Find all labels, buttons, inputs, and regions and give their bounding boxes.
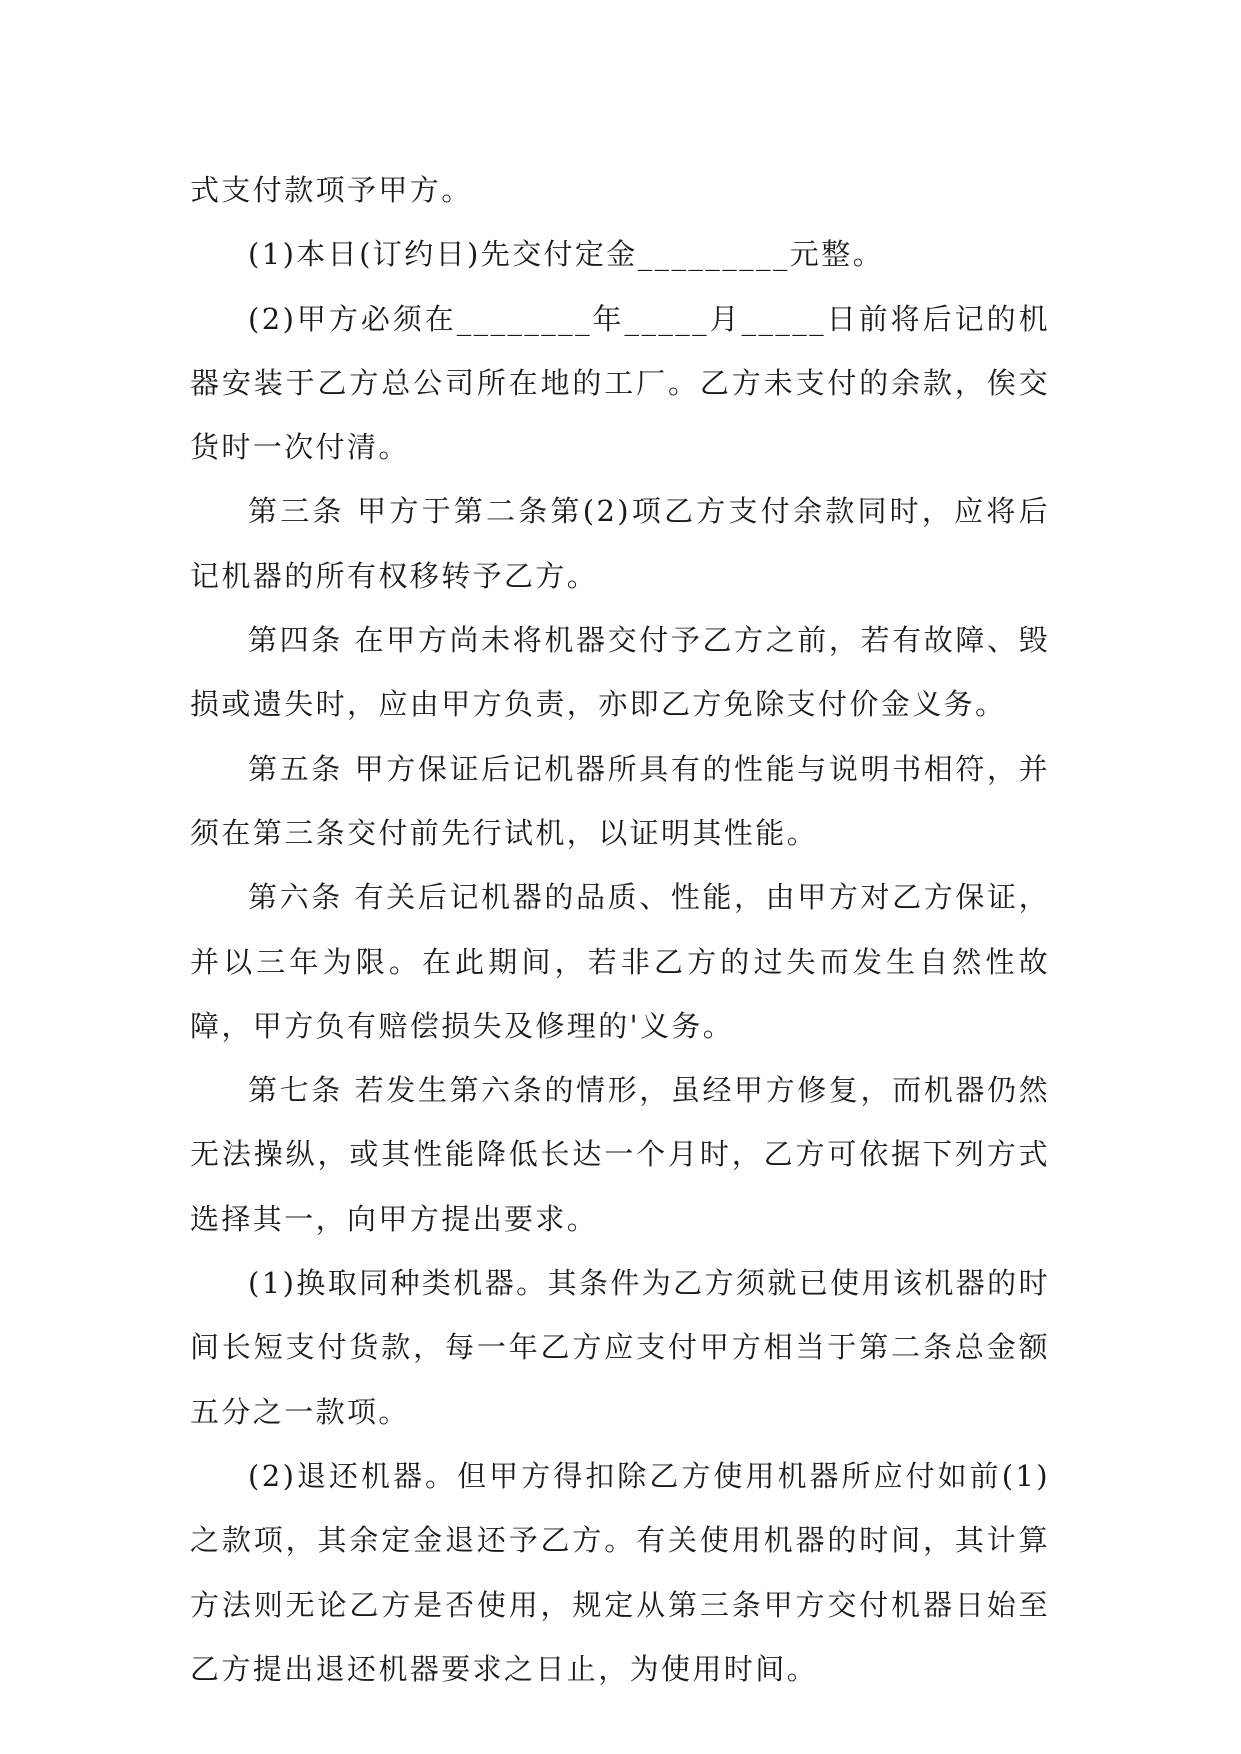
paragraph-payment-tail: 式支付款项予甲方。 — [190, 173, 473, 207]
paragraph-article-5: 第五条 甲方保证后记机器所具有的性能与说明书相符，并须在第三条交付前先行试机，以证明其性能。 — [190, 751, 1050, 850]
paragraph-article-7: 第七条 若发生第六条的情形，虽经甲方修复，而机器仍然无法操纵，或其性能降低长达一个月时，乙方可依据下列方式选择其一，向甲方提出要求。 — [190, 1073, 1050, 1236]
paragraph-article-3: 第三条 甲方于第二条第(2)项乙方支付余款同时，应将后记机器的所有权移转予乙方。 — [190, 494, 1050, 593]
paragraph-deposit: (1)本日(订约日)先交付定金_________元整。 — [248, 237, 885, 272]
paragraph-installation: (2)甲方必须在________年_____月_____日前将后记的机器安装于乙方总公司所在地的工厂。乙方未支付的余款，俟交货时一次付清。 — [190, 301, 1050, 465]
paragraph-article-6: 第六条 有关后记机器的品质、性能，由甲方对乙方保证，并以三年为限。在此期间，若非乙方的过失而发生自然性故障，甲方负有赔偿损失及修理的'义务。 — [190, 880, 1050, 1043]
paragraph-article-4: 第四条 在甲方尚未将机器交付予乙方之前，若有故障、毁损或遗失时，应由甲方负责，亦即乙方免除支付价金义务。 — [190, 623, 1050, 722]
contract-body — [190, 158, 1050, 1701]
paragraph-option-2: (2)退还机器。但甲方得扣除乙方使用机器所应付如前(1)之款项，其余定金退还予乙方。有关使用机器的时间，其计算方法则无论乙方是否使用，规定从第三条甲方交付机器日始至乙方提出退还机器要求之日止，为使用时间。 — [190, 1458, 1050, 1686]
paragraph-option-1: (1)换取同种类机器。其条件为乙方须就已使用该机器的时间长短支付货款，每一年乙方应支付甲方相当于第二条总金额五分之一款项。 — [190, 1266, 1050, 1429]
